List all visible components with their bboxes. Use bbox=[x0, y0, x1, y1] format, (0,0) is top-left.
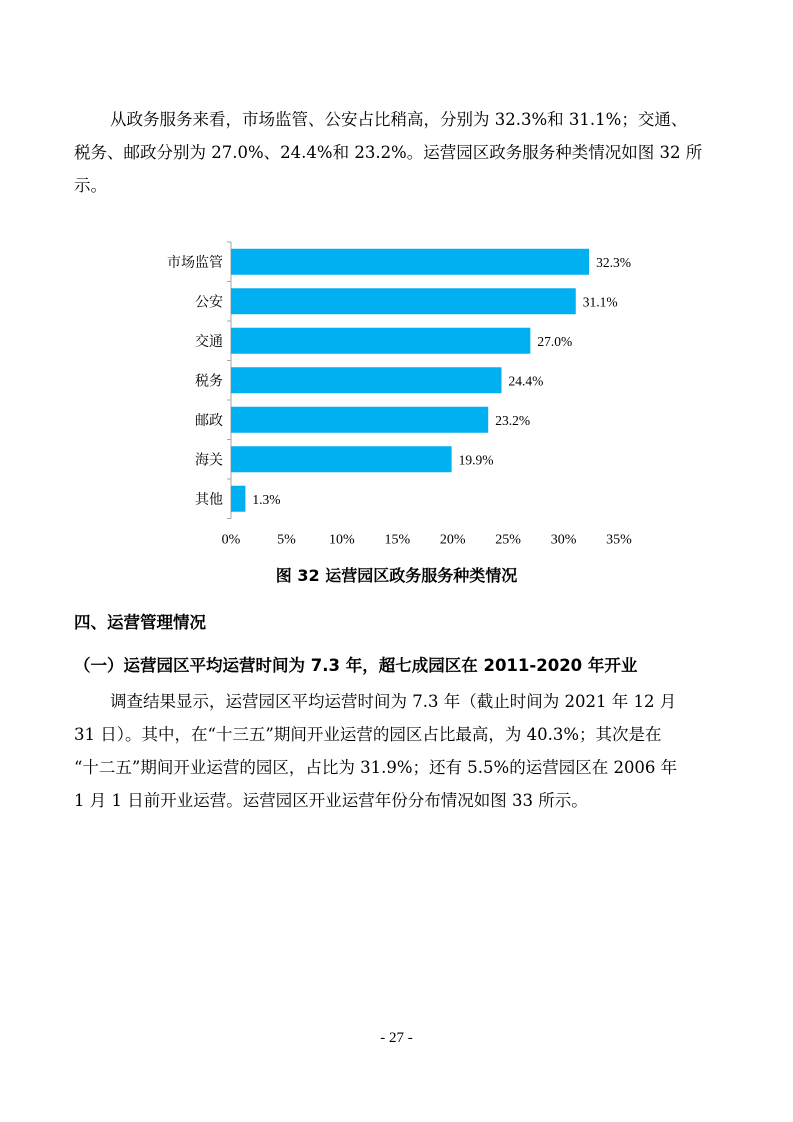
paragraph-line: 1 月 1 日前开业运营。运营园区开业运营年份分布情况如图 33 所示。 bbox=[74, 791, 588, 810]
section-heading: 四、运营管理情况 bbox=[74, 613, 206, 632]
figure-caption: 图 32 运营园区政务服务种类情况 bbox=[275, 566, 518, 585]
bar bbox=[231, 328, 530, 354]
paragraph-government-services bbox=[74, 103, 722, 202]
x-tick-label: 30% bbox=[550, 532, 577, 548]
sub-heading: （一）运营园区平均运营时间为 7.3 年，超七成园区在 2011-2020 年开业 bbox=[74, 656, 638, 675]
bar bbox=[231, 407, 488, 433]
x-tick-label: 5% bbox=[277, 532, 296, 548]
data-label: 27.0% bbox=[537, 333, 573, 349]
page-number: - 27 - bbox=[380, 1030, 413, 1046]
x-tick-label: 25% bbox=[495, 532, 521, 548]
x-tick-label: 0% bbox=[221, 532, 241, 548]
category-label: 其他 bbox=[195, 492, 223, 508]
category-label: 交通 bbox=[195, 334, 223, 350]
data-label: 23.2% bbox=[495, 412, 531, 428]
paragraph-line: “十二五”期间开业运营的园区，占比为 31.9%；还有 5.5%的运营园区在 2006 年 bbox=[74, 758, 678, 777]
data-label: 19.9% bbox=[458, 452, 494, 468]
bar bbox=[231, 486, 245, 512]
x-tick-label: 10% bbox=[329, 532, 355, 548]
government-services-bar-chart bbox=[140, 238, 660, 548]
paragraph-line: 31 日）。其中，在“十三五”期间开业运营的园区占比最高，为 40.3%；其次是在 bbox=[74, 725, 662, 744]
bar bbox=[231, 288, 576, 314]
x-tick-label: 15% bbox=[384, 532, 411, 548]
paragraph-line: 从政务服务来看，市场监管、公安占比稍高，分别为 32.3%和 31.1%；交通、 bbox=[110, 110, 688, 129]
paragraph-line: 税务、邮政分别为 27.0%、24.4%和 23.2%。运营园区政务服务种类情况如图 32 所 bbox=[74, 143, 703, 162]
category-label: 公安 bbox=[195, 295, 223, 311]
bar bbox=[231, 249, 589, 275]
x-tick-label: 20% bbox=[439, 532, 466, 548]
data-label: 32.3% bbox=[596, 254, 631, 270]
paragraph-line: 示。 bbox=[74, 176, 107, 195]
bar bbox=[231, 367, 501, 393]
data-label: 31.1% bbox=[582, 294, 618, 310]
data-label: 24.4% bbox=[508, 373, 544, 389]
x-tick-label: 35% bbox=[606, 532, 632, 548]
paragraph-line: 调查结果显示，运营园区平均运营时间为 7.3 年（截止时间为 2021 年 12 月 bbox=[110, 692, 677, 711]
bar bbox=[231, 446, 452, 472]
category-label: 海关 bbox=[195, 453, 223, 469]
category-label: 市场监管 bbox=[167, 255, 223, 271]
category-label: 邮政 bbox=[195, 413, 223, 429]
category-label: 税务 bbox=[195, 374, 223, 390]
data-label: 1.3% bbox=[252, 491, 281, 507]
paragraph-operation-time bbox=[74, 685, 722, 817]
